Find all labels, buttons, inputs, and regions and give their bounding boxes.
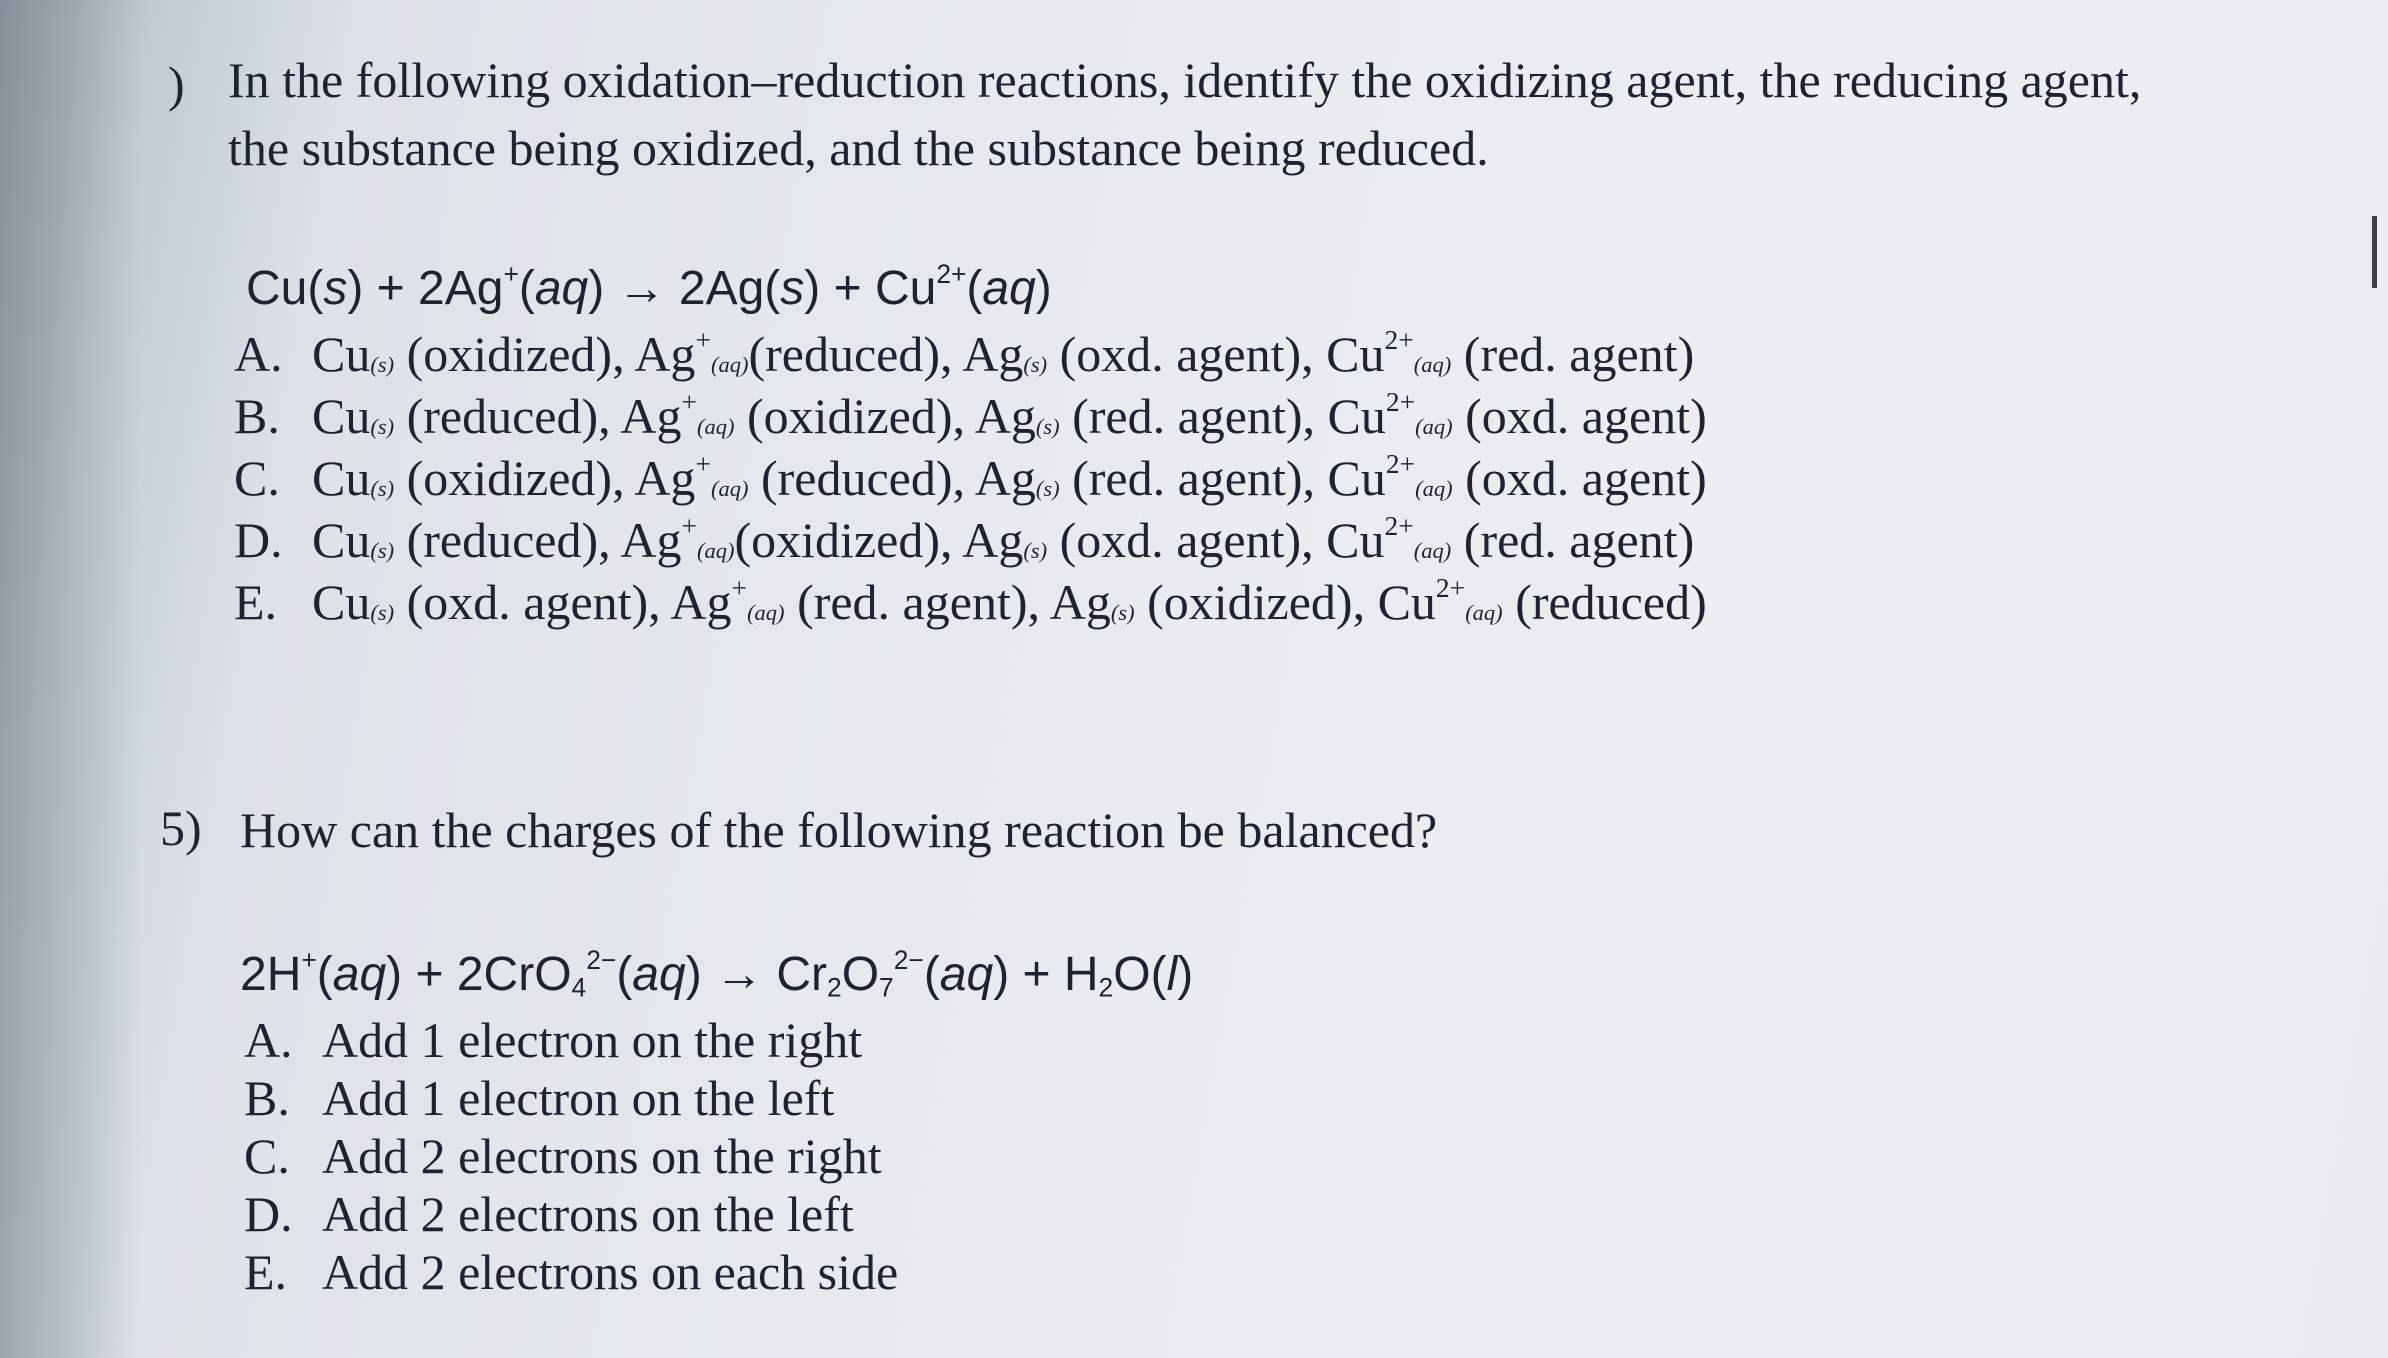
eq-part: ) + Cu (804, 262, 937, 316)
state-subscript: (s) (1023, 538, 1048, 564)
eq-part: ) → 2Ag( (588, 262, 781, 316)
eq-part: ) + H (993, 948, 1099, 1002)
option-letter: D. (234, 512, 283, 568)
option-text: (red. agent) (1451, 326, 1695, 382)
eq-charge: 2+ (936, 259, 967, 289)
state-subscript: (aq) (1415, 414, 1453, 440)
option-text: Add 1 electron on the right (322, 1012, 863, 1068)
question-4-equation (246, 244, 1052, 319)
question-5-option-b[interactable] (244, 1068, 834, 1128)
eq-charge: + (301, 945, 317, 975)
option-text: (reduced), Ag (748, 450, 1036, 506)
option-text: (reduced), Ag (748, 326, 1024, 382)
option-text: Add 2 electrons on the right (322, 1128, 882, 1184)
charge-superscript: 2+ (1384, 324, 1414, 355)
state-subscript: (aq) (1465, 600, 1503, 626)
question-5-number: 5) (160, 800, 202, 856)
state-subscript: (aq) (747, 600, 785, 626)
option-text: (red. agent), Ag (784, 574, 1111, 630)
option-text: Add 2 electrons on each side (322, 1244, 899, 1300)
option-letter: D. (244, 1186, 293, 1242)
option-letter: A. (234, 326, 283, 382)
option-text: Cu (312, 574, 371, 630)
state-subscript: (s) (370, 600, 395, 626)
eq-state: aq (534, 262, 589, 316)
state-subscript: (s) (370, 414, 395, 440)
option-letter: A. (244, 1012, 293, 1068)
question-5-option-e[interactable] (244, 1242, 898, 1302)
option-text: (red. agent), Cu (1059, 388, 1386, 444)
question-4-number: ) (168, 56, 185, 112)
option-text: (reduced) (1502, 574, 1707, 630)
state-subscript: (s) (370, 538, 395, 564)
option-text: (red. agent), Cu (1059, 450, 1386, 506)
eq-part: ( (923, 948, 940, 1002)
option-text: (oxidized), Ag (734, 388, 1036, 444)
eq-charge: + (503, 259, 519, 289)
state-subscript: (s) (1035, 414, 1060, 440)
question-4-prompt-line-1: In the following oxidation–reduction reactions, identify the oxidizing agent, the reducing agent, (228, 52, 2142, 108)
eq-subscript: 4 (571, 972, 587, 1003)
state-subscript: (aq) (710, 476, 749, 502)
charge-superscript: 2+ (1385, 386, 1416, 417)
option-text: (oxd. agent), Ag (394, 574, 732, 630)
eq-part: ) (1177, 948, 1194, 1002)
state-subscript: (aq) (1415, 476, 1453, 502)
state-subscript: (aq) (1413, 538, 1452, 564)
question-4-prompt-line-2: the substance being oxidized, and the substance being reduced. (228, 120, 1489, 176)
question-4-option-e[interactable] (234, 558, 1707, 643)
option-text: Cu (312, 450, 371, 506)
option-letter: C. (234, 450, 280, 506)
eq-part: O (841, 948, 880, 1002)
charge-superscript: + (681, 386, 698, 417)
option-text: Add 1 electron on the left (322, 1070, 835, 1126)
eq-part: ) (1035, 262, 1052, 316)
state-subscript: (aq) (710, 352, 749, 378)
charge-superscript: + (695, 324, 711, 355)
charge-superscript: 2+ (1384, 510, 1414, 541)
charge-superscript: 2+ (1435, 572, 1466, 603)
eq-state: s (780, 262, 805, 316)
eq-state: aq (982, 262, 1036, 316)
option-letter: B. (234, 388, 280, 444)
eq-part: ( (966, 262, 983, 316)
option-text: (oxd. agent), Cu (1047, 512, 1385, 568)
option-letter: B. (244, 1070, 290, 1126)
option-letter: C. (244, 1128, 290, 1184)
eq-state: aq (332, 948, 387, 1002)
charge-superscript: + (731, 572, 748, 603)
charge-superscript: + (695, 448, 711, 479)
eq-charge: 2− (586, 945, 617, 975)
option-text: (oxd. agent) (1452, 388, 1707, 444)
question-5-option-c[interactable] (244, 1126, 882, 1186)
option-text: (oxidized), Ag (394, 450, 696, 506)
eq-state: aq (632, 948, 686, 1002)
question-5-prompt: How can the charges of the following reaction be balanced? (240, 802, 1438, 858)
eq-state: l (1166, 948, 1178, 1002)
state-subscript: (s) (370, 352, 395, 378)
option-text: Cu (312, 512, 371, 568)
eq-part: 2H (240, 948, 302, 1002)
option-letter: E. (234, 574, 278, 630)
page-shadow (0, 0, 140, 1358)
state-subscript: (s) (370, 476, 395, 502)
option-text: Cu (312, 388, 371, 444)
eq-part: ( (616, 948, 633, 1002)
option-text: (reduced), Ag (394, 388, 682, 444)
option-letter: E. (244, 1244, 288, 1300)
state-subscript: (aq) (697, 538, 735, 564)
eq-part: O( (1113, 948, 1167, 1002)
question-5-option-a[interactable] (244, 1010, 862, 1070)
option-text: (red. agent) (1451, 512, 1695, 568)
state-subscript: (aq) (697, 414, 735, 440)
option-text: (reduced), Ag (394, 512, 682, 568)
eq-part: Cu( (246, 262, 324, 316)
eq-state: aq (939, 948, 994, 1002)
state-subscript: (s) (1023, 352, 1048, 378)
state-subscript: (s) (1035, 476, 1060, 502)
option-text: (oxidized), Ag (394, 326, 696, 382)
eq-subscript: 2 (827, 972, 842, 1003)
eq-subscript: 2 (1098, 972, 1114, 1003)
text-cursor (2372, 216, 2377, 288)
state-subscript: (s) (1110, 600, 1135, 626)
charge-superscript: 2+ (1385, 448, 1416, 479)
option-text: Add 2 electrons on the left (322, 1186, 854, 1242)
state-subscript: (aq) (1413, 352, 1452, 378)
option-text: Cu (312, 326, 371, 382)
option-text: (oxidized), Cu (1134, 574, 1436, 630)
question-5-equation (240, 930, 1193, 1018)
eq-part: ) + 2Ag (347, 262, 504, 316)
eq-subscript: 7 (879, 972, 894, 1003)
charge-superscript: + (681, 510, 698, 541)
option-text: (oxidized), Ag (734, 512, 1024, 568)
option-text: (oxd. agent), Cu (1047, 326, 1385, 382)
eq-charge: 2− (893, 945, 924, 975)
eq-part: ( (518, 262, 535, 316)
eq-part: ) → Cr (685, 948, 827, 1002)
eq-part: ) + 2CrO (386, 948, 572, 1002)
option-text: (oxd. agent) (1452, 450, 1707, 506)
question-5-option-d[interactable] (244, 1184, 854, 1244)
eq-part: ( (316, 948, 333, 1002)
eq-state: s (323, 262, 348, 316)
